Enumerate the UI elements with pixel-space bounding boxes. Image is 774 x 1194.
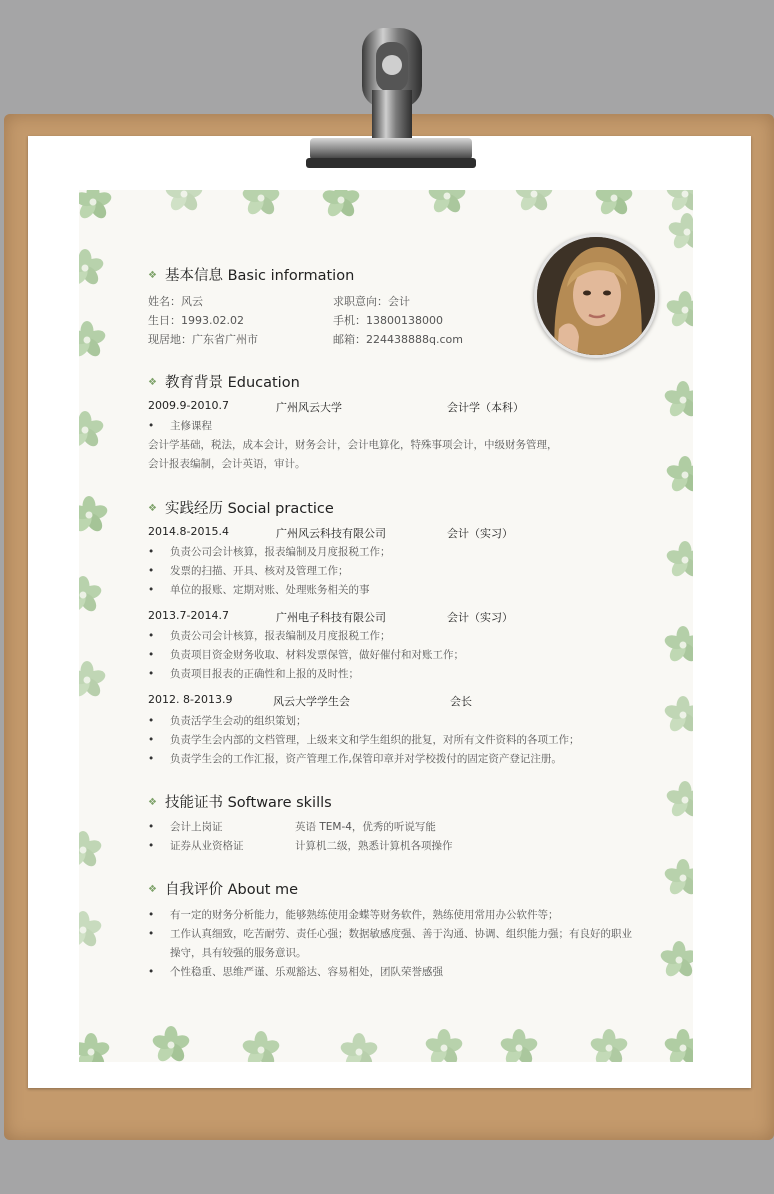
diamond-icon: ❖ [148, 503, 157, 514]
diamond-icon: ❖ [148, 270, 157, 281]
list-item: • 个性稳重、思维严谨、乐观豁达、容易相处，团队荣誉感强 [148, 966, 443, 978]
birthday-field: 生日：1993.02.02 [148, 314, 244, 327]
location-field: 现居地：广东省广州市 [148, 333, 258, 346]
courses-line-2: 会计报表编制，会计英语，审计。 [148, 458, 306, 470]
courses-line-1: 会计学基础，税法，成本会计，财务会计，会计电算化，特殊事项会计，中级财务管理， [148, 439, 558, 451]
list-item: • 会计上岗证 [148, 821, 223, 833]
list-item: • 负责公司会计核算，报表编制及月度报税工作； [148, 546, 391, 558]
section-heading-about: ❖ 自我评价 About me [148, 882, 299, 898]
list-item: • 负责项目资金财务收取、材料发票保管，做好催付和对账工作； [148, 649, 464, 661]
list-item: • 负责活学生会动的组织策划； [148, 715, 307, 727]
section-heading-practice: ❖ 实践经历 Social practice [148, 501, 334, 517]
list-item: • 证券从业资格证 [148, 840, 244, 852]
job-org: 广州风云科技有限公司 [276, 527, 386, 540]
job-period: 2013.7-2014.7 [148, 609, 229, 622]
list-item: • 负责公司会计核算，报表编制及月度报税工作； [148, 630, 391, 642]
skill-detail: 英语 TEM-4，优秀的听说写能 [295, 821, 436, 833]
section-heading-skills: ❖ 技能证书 Software skills [148, 795, 332, 811]
job-role: 会计（实习） [447, 527, 513, 540]
list-item: • 负责学生会的工作汇报，资产管理工作,保管印章并对学校拨付的固定资产登记注册。 [148, 753, 562, 765]
job-role: 会计（实习） [447, 611, 513, 624]
skill-detail: 计算机二级，熟悉计算机各项操作 [295, 840, 453, 852]
list-item: • 单位的报账、定期对账、处理账务相关的事 [148, 584, 370, 596]
job-org: 广州电子科技有限公司 [276, 611, 386, 624]
education-period: 2009.9-2010.7 [148, 399, 229, 412]
email-field: 邮箱：224438888q.com [333, 333, 463, 346]
job-role: 会长 [450, 695, 472, 708]
list-item: • 主修课程 [148, 420, 212, 432]
list-item: • 负责学生会内部的文档管理，上级来文和学生组织的批复，对所有文件资料的各项工作； [148, 734, 580, 746]
section-heading-basic: ❖ 基本信息 Basic information [148, 268, 355, 284]
education-major: 会计学（本科） [447, 401, 524, 414]
job-org: 风云大学学生会 [273, 695, 350, 708]
education-school: 广州风云大学 [276, 401, 342, 414]
diamond-icon: ❖ [148, 377, 157, 388]
list-item-continuation: 操守，具有较强的服务意识。 [170, 947, 307, 959]
job-period: 2012. 8-2013.9 [148, 693, 233, 706]
list-item: • 工作认真细致，吃苦耐劳、责任心强；数据敏感度强、善于沟通、协调、组织能力强；有良好的职业 [148, 928, 632, 940]
diamond-icon: ❖ [148, 797, 157, 808]
phone-field: 手机：13800138000 [333, 314, 443, 327]
section-heading-education: ❖ 教育背景 Education [148, 375, 300, 391]
list-item: • 负责项目报表的正确性和上报的及时性； [148, 668, 359, 680]
diamond-icon: ❖ [148, 884, 157, 895]
job-period: 2014.8-2015.4 [148, 525, 229, 538]
name-field: 姓名：风云 [148, 295, 203, 308]
list-item: • 发票的扫描、开具、核对及管理工作； [148, 565, 349, 577]
list-item: • 有一定的财务分析能力，能够熟练使用金蝶等财务软件，熟练使用常用办公软件等； [148, 909, 559, 921]
intent-field: 求职意向：会计 [333, 295, 410, 308]
